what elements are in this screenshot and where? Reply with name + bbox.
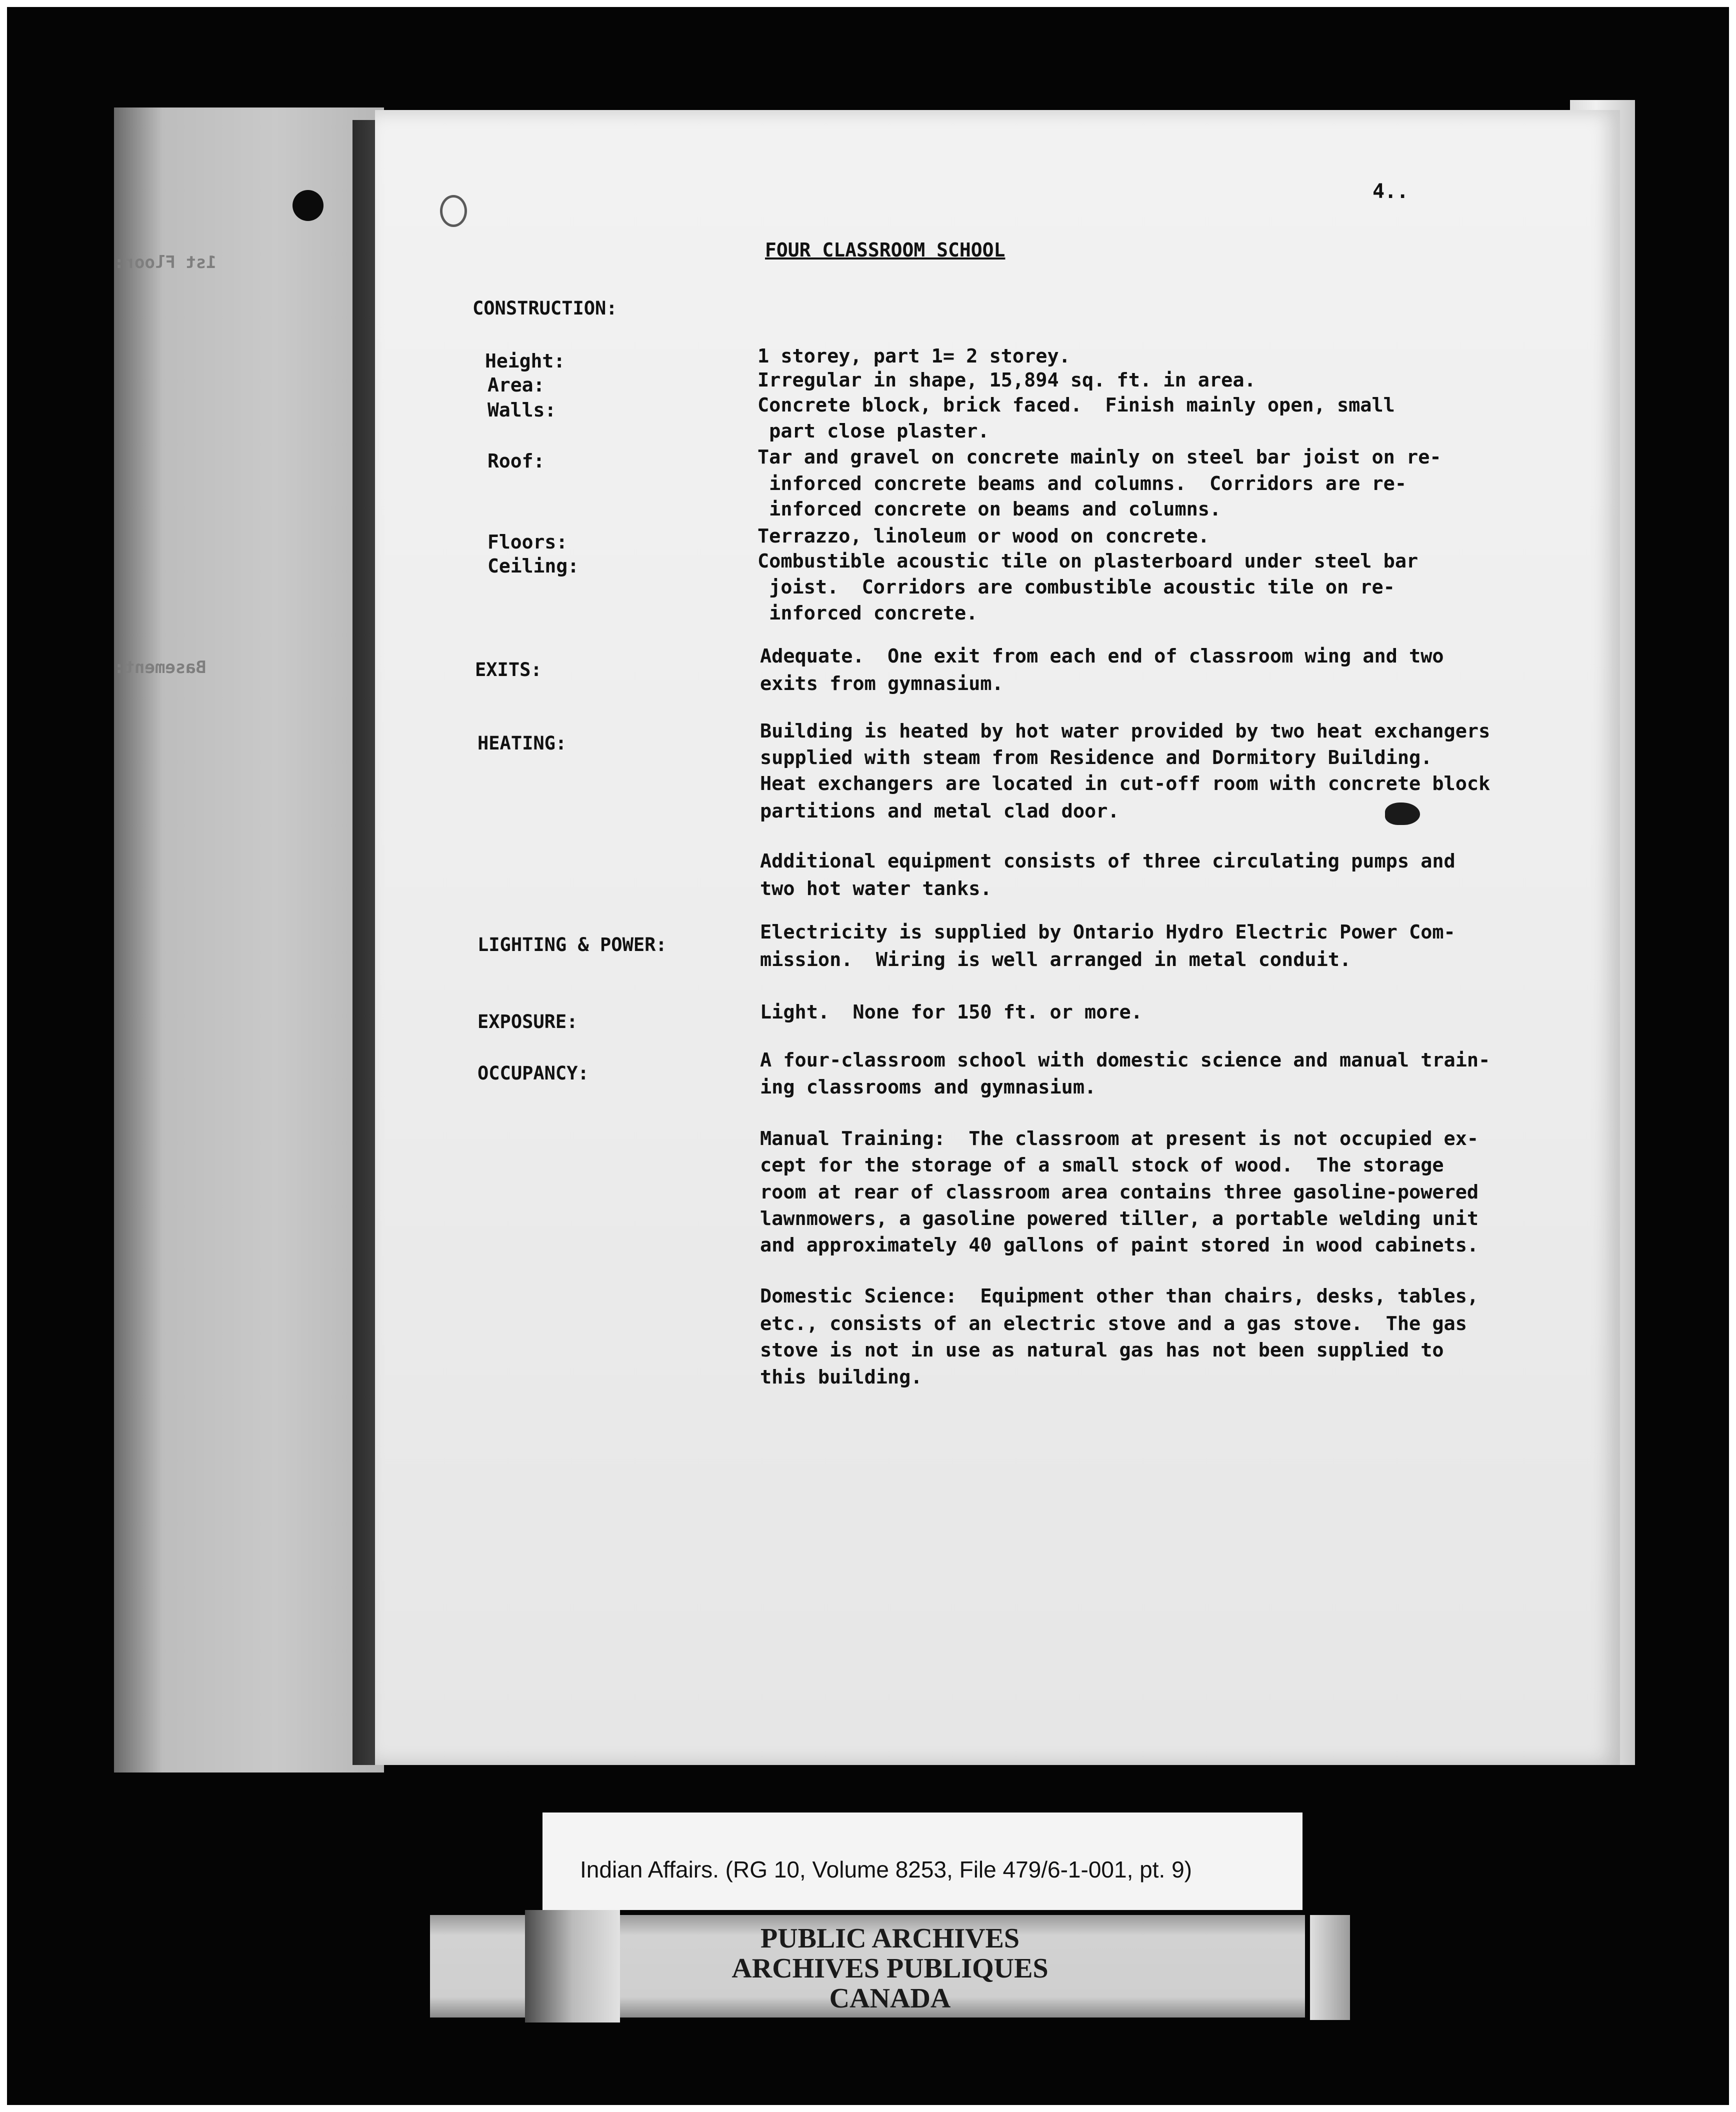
roof-line: inforced concrete beams and columns. Corridors are re- <box>758 472 1407 495</box>
document-title: FOUR CLASSROOM SCHOOL <box>765 239 1006 261</box>
heating-line: supplied with steam from Residence and Dormitory Building. <box>760 746 1432 769</box>
area-label: Area: <box>488 374 545 396</box>
ceiling-line: joist. Corridors are combustible acoustic tile on re- <box>758 576 1395 598</box>
heating-heading: HEATING: <box>478 732 567 754</box>
stamp-tape-right <box>1310 1915 1350 2020</box>
lighting-line: Electricity is supplied by Ontario Hydro Electric Power Com- <box>760 921 1456 944</box>
ink-blot <box>1385 802 1420 825</box>
roof-line: Tar and gravel on concrete mainly on steel bar joist on re- <box>758 446 1442 468</box>
heating-line: Building is heated by hot water provided by two heat exchangers <box>760 720 1490 742</box>
occupancy-line: A four-classroom school with domestic science and manual train- <box>760 1049 1490 1072</box>
manual-training-line: Manual Training: The classroom at present is not occupied ex- <box>760 1128 1479 1150</box>
occupancy-heading: OCCUPANCY: <box>478 1062 589 1084</box>
manual-training-line: lawnmowers, a gasoline powered tiller, a portable welding unit <box>760 1208 1479 1230</box>
walls-label: Walls: <box>488 399 556 421</box>
stamp-tape-left <box>525 1910 620 2022</box>
ghost-text-basement: Basement: <box>114 658 206 678</box>
ceiling-line: Combustible acoustic tile on plasterboard under steel bar <box>758 550 1418 572</box>
exposure-heading: EXPOSURE: <box>478 1011 578 1032</box>
domestic-science-line: this building. <box>760 1366 922 1388</box>
domestic-science-line: etc., consists of an electric stove and a gas stove. The gas <box>760 1312 1467 1335</box>
floors-label: Floors: <box>488 531 568 553</box>
reference-label: Indian Affairs. (RG 10, Volume 8253, File 479/6-1-001, pt. 9) <box>580 1856 1192 1882</box>
exposure-line: Light. None for 150 ft. or more. <box>760 1001 1142 1024</box>
heating-line: Heat exchangers are located in cut-off room with concrete block <box>760 772 1490 795</box>
exits-line: exits from gymnasium. <box>760 672 1004 695</box>
ghost-text-1st-floor: 1st Floor: <box>114 252 216 272</box>
height-label: Height: <box>485 350 566 372</box>
manual-training-line: and approximately 40 gallons of paint stored in wood cabinets. <box>760 1234 1479 1256</box>
stamp-line-public-archives: PUBLIC ARCHIVES <box>760 1923 1020 1954</box>
back-page <box>114 108 384 1772</box>
heating-line: two hot water tanks. <box>760 878 992 900</box>
area-line: Irregular in shape, 15,894 sq. ft. in area. <box>758 369 1256 392</box>
manual-training-line: room at rear of classroom area contains three gasoline-powered <box>760 1181 1479 1204</box>
hole-mark <box>440 195 467 227</box>
domestic-science-line: stove is not in use as natural gas has not been supplied to <box>760 1339 1444 1362</box>
heating-line: partitions and metal clad door. <box>760 800 1120 822</box>
roof-label: Roof: <box>488 450 545 472</box>
stamp-line-archives-publiques: ARCHIVES PUBLIQUES <box>732 1953 1048 1984</box>
occupancy-line: ing classrooms and gymnasium. <box>760 1076 1096 1098</box>
floors-line: Terrazzo, linoleum or wood on concrete. <box>758 525 1210 548</box>
construction-heading: CONSTRUCTION: <box>472 298 618 319</box>
lighting-line: mission. Wiring is well arranged in metal conduit. <box>760 948 1352 971</box>
walls-line: part close plaster. <box>758 420 990 442</box>
exits-line: Adequate. One exit from each end of classroom wing and two <box>760 645 1444 668</box>
walls-line: Concrete block, brick faced. Finish mainly open, small <box>758 394 1395 416</box>
binding-strip <box>352 120 375 1765</box>
domestic-science-line: Domestic Science: Equipment other than chairs, desks, tables, <box>760 1285 1479 1308</box>
height-line: 1 storey, part 1= 2 storey. <box>758 345 1070 368</box>
lighting-heading: LIGHTING & POWER: <box>478 934 667 956</box>
stamp-line-canada: CANADA <box>829 1983 951 2014</box>
page-number: 4.. <box>1372 180 1409 203</box>
heating-line: Additional equipment consists of three circulating pumps and <box>760 850 1456 872</box>
roof-line: inforced concrete on beams and columns. <box>758 498 1222 520</box>
manual-training-line: cept for the storage of a small stock of wood. The storage <box>760 1154 1444 1176</box>
punch-hole <box>292 190 324 221</box>
ceiling-label: Ceiling: <box>488 555 580 577</box>
exits-heading: EXITS: <box>475 659 542 680</box>
ceiling-line: inforced concrete. <box>758 602 978 624</box>
